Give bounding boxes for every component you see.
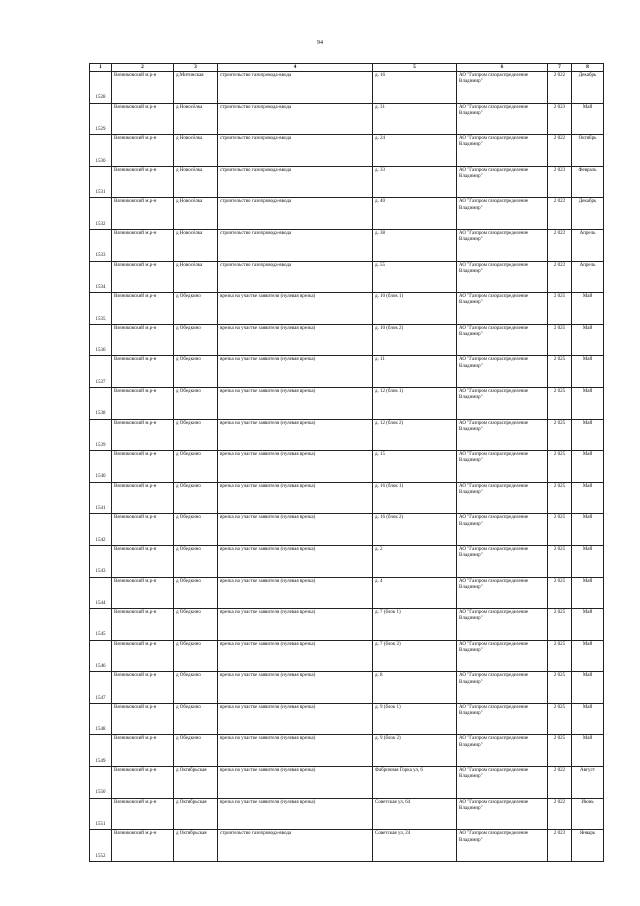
work-type-cell: врезка на участке заявителя (нулевая врезка) bbox=[218, 419, 373, 451]
address-cell: Советская ул, 64 bbox=[373, 798, 457, 830]
month-cell: Май bbox=[572, 735, 604, 767]
address-cell: д. 12 (блок 2) bbox=[373, 419, 457, 451]
address-cell: д. 16 (блок 2) bbox=[373, 514, 457, 546]
locality-cell: д Обедкино bbox=[174, 545, 218, 577]
district-cell: Вязниковский м.р-н bbox=[112, 261, 174, 293]
row-number: 1537 bbox=[90, 356, 112, 388]
district-cell: Вязниковский м.р-н bbox=[112, 545, 174, 577]
month-cell: Июнь bbox=[572, 798, 604, 830]
locality-cell: д Обедкино bbox=[174, 387, 218, 419]
work-type-cell: врезка на участке заявителя (нулевая врезка) bbox=[218, 703, 373, 735]
work-type-cell: врезка на участке заявителя (нулевая врезка) bbox=[218, 293, 373, 325]
district-cell: Вязниковский м.р-н bbox=[112, 419, 174, 451]
table-row bbox=[90, 830, 604, 862]
organization-cell: АО "Газпром газораспределение Владимир" bbox=[457, 166, 548, 198]
row-number: 1532 bbox=[90, 198, 112, 230]
table-row bbox=[90, 672, 604, 704]
address-cell: д. 55 bbox=[373, 261, 457, 293]
locality-cell: д Обедкино bbox=[174, 672, 218, 704]
work-type-cell: строительство газопровода-ввода bbox=[218, 135, 373, 167]
month-cell: Апрель bbox=[572, 261, 604, 293]
organization-cell: АО "Газпром газораспределение Владимир" bbox=[457, 609, 548, 641]
column-header: 4 bbox=[218, 64, 373, 72]
locality-cell: д Обедкино bbox=[174, 293, 218, 325]
locality-cell: д Новосёлка bbox=[174, 261, 218, 293]
row-number: 1547 bbox=[90, 672, 112, 704]
month-cell: Май bbox=[572, 672, 604, 704]
organization-cell: АО "Газпром газораспределение Владимир" bbox=[457, 103, 548, 135]
district-cell: Вязниковский м.р-н bbox=[112, 229, 174, 261]
work-type-cell: врезка на участке заявителя (нулевая врезка) bbox=[218, 767, 373, 799]
row-number: 1548 bbox=[90, 703, 112, 735]
year-cell: 2 022 bbox=[548, 767, 572, 799]
month-cell: Май bbox=[572, 514, 604, 546]
month-cell: Май bbox=[572, 545, 604, 577]
register-table bbox=[89, 63, 604, 862]
row-number: 1530 bbox=[90, 135, 112, 167]
address-cell: д. 12 (блок 1) bbox=[373, 387, 457, 419]
row-number: 1536 bbox=[90, 324, 112, 356]
row-number: 1543 bbox=[90, 545, 112, 577]
locality-cell: д Обедкино bbox=[174, 640, 218, 672]
district-cell: Вязниковский м.р-н bbox=[112, 514, 174, 546]
work-type-cell: врезка на участке заявителя (нулевая врезка) bbox=[218, 545, 373, 577]
district-cell: Вязниковский м.р-н bbox=[112, 830, 174, 862]
year-cell: 2 023 bbox=[548, 166, 572, 198]
locality-cell: д Новосёлка bbox=[174, 198, 218, 230]
row-number: 1551 bbox=[90, 798, 112, 830]
month-cell: Май bbox=[572, 103, 604, 135]
work-type-cell: врезка на участке заявителя (нулевая врезка) bbox=[218, 640, 373, 672]
month-cell: Август bbox=[572, 767, 604, 799]
year-cell: 2 025 bbox=[548, 735, 572, 767]
organization-cell: АО "Газпром газораспределение Владимир" bbox=[457, 672, 548, 704]
organization-cell: АО "Газпром газораспределение Владимир" bbox=[457, 324, 548, 356]
organization-cell: АО "Газпром газораспределение Владимир" bbox=[457, 640, 548, 672]
work-type-cell: врезка на участке заявителя (нулевая врезка) bbox=[218, 514, 373, 546]
work-type-cell: врезка на участке заявителя (нулевая врезка) bbox=[218, 482, 373, 514]
month-cell: Май bbox=[572, 577, 604, 609]
address-cell: д. 11 bbox=[373, 356, 457, 388]
year-cell: 2 022 bbox=[548, 72, 572, 104]
district-cell: Вязниковский м.р-н bbox=[112, 387, 174, 419]
year-cell: 2 025 bbox=[548, 293, 572, 325]
month-cell: Май bbox=[572, 324, 604, 356]
district-cell: Вязниковский м.р-н bbox=[112, 577, 174, 609]
locality-cell: д Обедкино bbox=[174, 514, 218, 546]
organization-cell: АО "Газпром газораспределение Владимир" bbox=[457, 735, 548, 767]
district-cell: Вязниковский м.р-н bbox=[112, 703, 174, 735]
table-row bbox=[90, 419, 604, 451]
locality-cell: д Обедкино bbox=[174, 703, 218, 735]
work-type-cell: врезка на участке заявителя (нулевая врезка) bbox=[218, 735, 373, 767]
table-row bbox=[90, 514, 604, 546]
table-row bbox=[90, 640, 604, 672]
address-cell: д. 4 bbox=[373, 577, 457, 609]
month-cell: Май bbox=[572, 451, 604, 483]
work-type-cell: строительство газопровода-ввода bbox=[218, 229, 373, 261]
month-cell: Май bbox=[572, 482, 604, 514]
locality-cell: д Новосёлка bbox=[174, 166, 218, 198]
locality-cell: д Обедкино bbox=[174, 451, 218, 483]
district-cell: Вязниковский м.р-н bbox=[112, 198, 174, 230]
work-type-cell: врезка на участке заявителя (нулевая врезка) bbox=[218, 451, 373, 483]
column-header: 2 bbox=[112, 64, 174, 72]
organization-cell: АО "Газпром газораспределение Владимир" bbox=[457, 767, 548, 799]
year-cell: 2 025 bbox=[548, 609, 572, 641]
table-row bbox=[90, 261, 604, 293]
address-cell: д. 15 bbox=[373, 451, 457, 483]
table-row bbox=[90, 166, 604, 198]
district-cell: Вязниковский м.р-н bbox=[112, 672, 174, 704]
month-cell: Май bbox=[572, 609, 604, 641]
month-cell: Май bbox=[572, 356, 604, 388]
work-type-cell: врезка на участке заявителя (нулевая врезка) bbox=[218, 577, 373, 609]
table-row bbox=[90, 324, 604, 356]
table-row bbox=[90, 798, 604, 830]
address-cell: д. 24 bbox=[373, 135, 457, 167]
organization-cell: АО "Газпром газораспределение Владимир" bbox=[457, 229, 548, 261]
column-header: 5 bbox=[373, 64, 457, 72]
locality-cell: д.Митинская bbox=[174, 72, 218, 104]
row-number: 1540 bbox=[90, 451, 112, 483]
year-cell: 2 025 bbox=[548, 703, 572, 735]
row-number: 1535 bbox=[90, 293, 112, 325]
table-row bbox=[90, 545, 604, 577]
district-cell: Вязниковский м.р-н bbox=[112, 609, 174, 641]
address-cell: д. 40 bbox=[373, 198, 457, 230]
year-cell: 2 023 bbox=[548, 830, 572, 862]
table-row bbox=[90, 451, 604, 483]
organization-cell: АО "Газпром газораспределение Владимир" bbox=[457, 545, 548, 577]
row-number: 1529 bbox=[90, 103, 112, 135]
year-cell: 2 022 bbox=[548, 229, 572, 261]
address-cell: д. 33 bbox=[373, 166, 457, 198]
work-type-cell: строительство газопровода-ввода bbox=[218, 261, 373, 293]
table-row bbox=[90, 293, 604, 325]
month-cell: Октябрь bbox=[572, 135, 604, 167]
address-cell: д. 38 bbox=[373, 229, 457, 261]
address-cell: Советская ул, 24 bbox=[373, 830, 457, 862]
district-cell: Вязниковский м.р-н bbox=[112, 735, 174, 767]
year-cell: 2 025 bbox=[548, 514, 572, 546]
organization-cell: АО "Газпром газораспределение Владимир" bbox=[457, 356, 548, 388]
column-header: 8 bbox=[572, 64, 604, 72]
address-cell: Фабричная Горка ул, 6 bbox=[373, 767, 457, 799]
locality-cell: д Обедкино bbox=[174, 356, 218, 388]
year-cell: 2 025 bbox=[548, 640, 572, 672]
table-row bbox=[90, 387, 604, 419]
organization-cell: АО "Газпром газораспределение Владимир" bbox=[457, 261, 548, 293]
organization-cell: АО "Газпром газораспределение Владимир" bbox=[457, 72, 548, 104]
row-number: 1534 bbox=[90, 261, 112, 293]
row-number: 1542 bbox=[90, 514, 112, 546]
table-row bbox=[90, 767, 604, 799]
district-cell: Вязниковский м.р-н bbox=[112, 451, 174, 483]
organization-cell: АО "Газпром газораспределение Владимир" bbox=[457, 703, 548, 735]
locality-cell: д Новосёлка bbox=[174, 103, 218, 135]
organization-cell: АО "Газпром газораспределение Владимир" bbox=[457, 135, 548, 167]
month-cell: Май bbox=[572, 387, 604, 419]
year-cell: 2 025 bbox=[548, 545, 572, 577]
district-cell: Вязниковский м.р-н bbox=[112, 324, 174, 356]
table-row bbox=[90, 356, 604, 388]
month-cell: Май bbox=[572, 419, 604, 451]
organization-cell: АО "Газпром газораспределение Владимир" bbox=[457, 482, 548, 514]
month-cell: Апрель bbox=[572, 229, 604, 261]
locality-cell: д Октябрьская bbox=[174, 767, 218, 799]
district-cell: Вязниковский м.р-н bbox=[112, 356, 174, 388]
work-type-cell: строительство газопровода-ввода bbox=[218, 198, 373, 230]
table-row bbox=[90, 72, 604, 104]
column-header: 7 bbox=[548, 64, 572, 72]
locality-cell: д Обедкино bbox=[174, 324, 218, 356]
district-cell: Вязниковский м.р-н bbox=[112, 166, 174, 198]
address-cell: д. 10 (блок 2) bbox=[373, 324, 457, 356]
district-cell: Вязниковский м.р-н bbox=[112, 482, 174, 514]
address-cell: д. 9 (блок 1) bbox=[373, 703, 457, 735]
address-cell: д. 31 bbox=[373, 103, 457, 135]
locality-cell: д Октябрьская bbox=[174, 798, 218, 830]
row-number: 1533 bbox=[90, 229, 112, 261]
work-type-cell: врезка на участке заявителя (нулевая врезка) bbox=[218, 672, 373, 704]
work-type-cell: строительство газопровода-ввода bbox=[218, 103, 373, 135]
header-row bbox=[90, 64, 604, 72]
row-number: 1544 bbox=[90, 577, 112, 609]
organization-cell: АО "Газпром газораспределение Владимир" bbox=[457, 451, 548, 483]
year-cell: 2 025 bbox=[548, 451, 572, 483]
district-cell: Вязниковский м.р-н bbox=[112, 640, 174, 672]
district-cell: Вязниковский м.р-н bbox=[112, 103, 174, 135]
organization-cell: АО "Газпром газораспределение Владимир" bbox=[457, 387, 548, 419]
organization-cell: АО "Газпром газораспределение Владимир" bbox=[457, 514, 548, 546]
month-cell: Февраль bbox=[572, 166, 604, 198]
row-number: 1531 bbox=[90, 166, 112, 198]
district-cell: Вязниковский м.р-н bbox=[112, 798, 174, 830]
address-cell: д. 16 (блок 1) bbox=[373, 482, 457, 514]
row-number: 1546 bbox=[90, 640, 112, 672]
table-row bbox=[90, 609, 604, 641]
organization-cell: АО "Газпром газораспределение Владимир" bbox=[457, 830, 548, 862]
work-type-cell: строительство газопровода-ввода bbox=[218, 830, 373, 862]
year-cell: 2 022 bbox=[548, 198, 572, 230]
organization-cell: АО "Газпром газораспределение Владимир" bbox=[457, 198, 548, 230]
locality-cell: д Новосёлка bbox=[174, 229, 218, 261]
table-row bbox=[90, 103, 604, 135]
month-cell: Январь bbox=[572, 830, 604, 862]
district-cell: Вязниковский м.р-н bbox=[112, 767, 174, 799]
year-cell: 2 025 bbox=[548, 387, 572, 419]
locality-cell: д Обедкино bbox=[174, 577, 218, 609]
year-cell: 2 025 bbox=[548, 324, 572, 356]
work-type-cell: строительство газопровода-ввода bbox=[218, 166, 373, 198]
row-number: 1552 bbox=[90, 830, 112, 862]
organization-cell: АО "Газпром газораспределение Владимир" bbox=[457, 798, 548, 830]
address-cell: д. 7 (блок 1) bbox=[373, 609, 457, 641]
locality-cell: д Обедкино bbox=[174, 419, 218, 451]
row-number: 1545 bbox=[90, 609, 112, 641]
month-cell: Май bbox=[572, 293, 604, 325]
district-cell: Вязниковский м.р-н bbox=[112, 293, 174, 325]
locality-cell: д Обедкино bbox=[174, 609, 218, 641]
row-number: 1549 bbox=[90, 735, 112, 767]
work-type-cell: строительство газопровода-ввода bbox=[218, 72, 373, 104]
column-header: 1 bbox=[90, 64, 112, 72]
locality-cell: д Обедкино bbox=[174, 482, 218, 514]
year-cell: 2 025 bbox=[548, 356, 572, 388]
address-cell: д. 16 bbox=[373, 72, 457, 104]
table-row bbox=[90, 577, 604, 609]
work-type-cell: врезка на участке заявителя (нулевая врезка) bbox=[218, 609, 373, 641]
address-cell: д. 10 (блок 1) bbox=[373, 293, 457, 325]
organization-cell: АО "Газпром газораспределение Владимир" bbox=[457, 419, 548, 451]
address-cell: д. 9 (блок 2) bbox=[373, 735, 457, 767]
year-cell: 2 025 bbox=[548, 419, 572, 451]
table-row bbox=[90, 482, 604, 514]
organization-cell: АО "Газпром газораспределение Владимир" bbox=[457, 293, 548, 325]
work-type-cell: врезка на участке заявителя (нулевая врезка) bbox=[218, 356, 373, 388]
year-cell: 2 025 bbox=[548, 577, 572, 609]
organization-cell: АО "Газпром газораспределение Владимир" bbox=[457, 577, 548, 609]
work-type-cell: врезка на участке заявителя (нулевая врезка) bbox=[218, 387, 373, 419]
table-row bbox=[90, 198, 604, 230]
month-cell: Май bbox=[572, 703, 604, 735]
year-cell: 2 025 bbox=[548, 672, 572, 704]
locality-cell: д Обедкино bbox=[174, 735, 218, 767]
page-number: 94 bbox=[317, 40, 323, 46]
district-cell: Вязниковский м.р-н bbox=[112, 135, 174, 167]
column-header: 3 bbox=[174, 64, 218, 72]
year-cell: 2 023 bbox=[548, 103, 572, 135]
row-number: 1528 bbox=[90, 72, 112, 104]
work-type-cell: врезка на участке заявителя (нулевая врезка) bbox=[218, 798, 373, 830]
month-cell: Декабрь bbox=[572, 198, 604, 230]
column-header: 6 bbox=[457, 64, 548, 72]
district-cell: Вязниковский м.р-н bbox=[112, 72, 174, 104]
year-cell: 2 025 bbox=[548, 482, 572, 514]
month-cell: Декабрь bbox=[572, 72, 604, 104]
locality-cell: д Новосёлка bbox=[174, 135, 218, 167]
month-cell: Май bbox=[572, 640, 604, 672]
table-row bbox=[90, 135, 604, 167]
table-row bbox=[90, 703, 604, 735]
year-cell: 2 022 bbox=[548, 261, 572, 293]
table-row bbox=[90, 735, 604, 767]
work-type-cell: врезка на участке заявителя (нулевая врезка) bbox=[218, 324, 373, 356]
row-number: 1539 bbox=[90, 419, 112, 451]
row-number: 1541 bbox=[90, 482, 112, 514]
locality-cell: д Октябрьская bbox=[174, 830, 218, 862]
row-number: 1550 bbox=[90, 767, 112, 799]
address-cell: д. 2 bbox=[373, 545, 457, 577]
row-number: 1538 bbox=[90, 387, 112, 419]
year-cell: 2 022 bbox=[548, 135, 572, 167]
address-cell: д. 8 bbox=[373, 672, 457, 704]
address-cell: д. 7 (блок 2) bbox=[373, 640, 457, 672]
table-row bbox=[90, 229, 604, 261]
year-cell: 2 022 bbox=[548, 798, 572, 830]
